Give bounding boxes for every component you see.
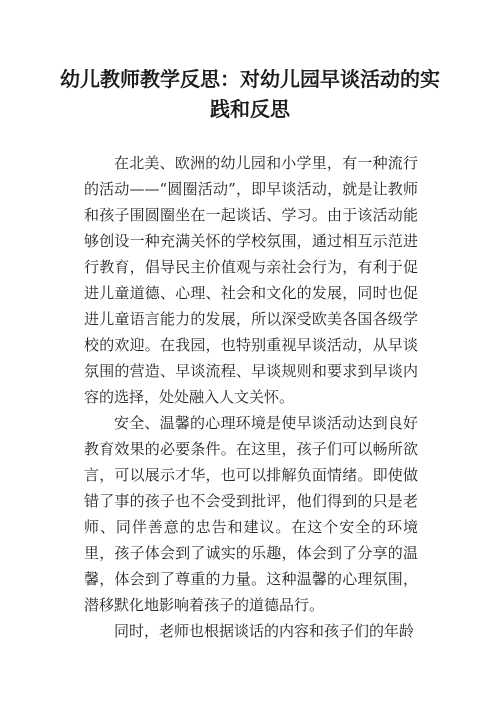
document-body [84, 150, 418, 644]
paragraph: 同时，老师也根据谈话的内容和孩子们的年龄 [114, 622, 415, 640]
document-title: 幼儿教师教学反思：对幼儿园早谈活动的实践和反思 [60, 67, 440, 121]
paragraph: 在北美、欧洲的幼儿园和小学里，有一种流行的活动——“圆圈活动”，即早谈活动，就是让教师和孩子围圆圈坐在一起谈话、学习。由于该活动能够创设一种充满关怀的学校氛围，通过相互示范进行教育，倡导民主价值观与亲社会行为，有利于促进儿童道德、心理、社会和文化的发展，同时也促进儿童语言能力的发展，所以深受欧美各国各级学校的欢迎。在我园，也特别重视早谈活动，从早谈氛围的营造、早谈流程、早谈规则和要求到早谈内容的选择，处处融入人文关怀。 [84, 154, 418, 406]
paragraph: 安全、温馨的心理环境是使早谈活动达到良好教育效果的必要条件。在这里，孩子们可以畅所欲言，可以展示才华，也可以排解负面情绪。即使做错了事的孩子也不会受到批评，他们得到的只是老师、同伴善意的忠告和建议。在这个安全的环境里，孩子体会到了诚实的乐趣，体会到了分享的温馨，体会到了尊重的力量。这种温馨的心理氛围，潜移默化地影响着孩子的道德品行。 [84, 414, 418, 614]
